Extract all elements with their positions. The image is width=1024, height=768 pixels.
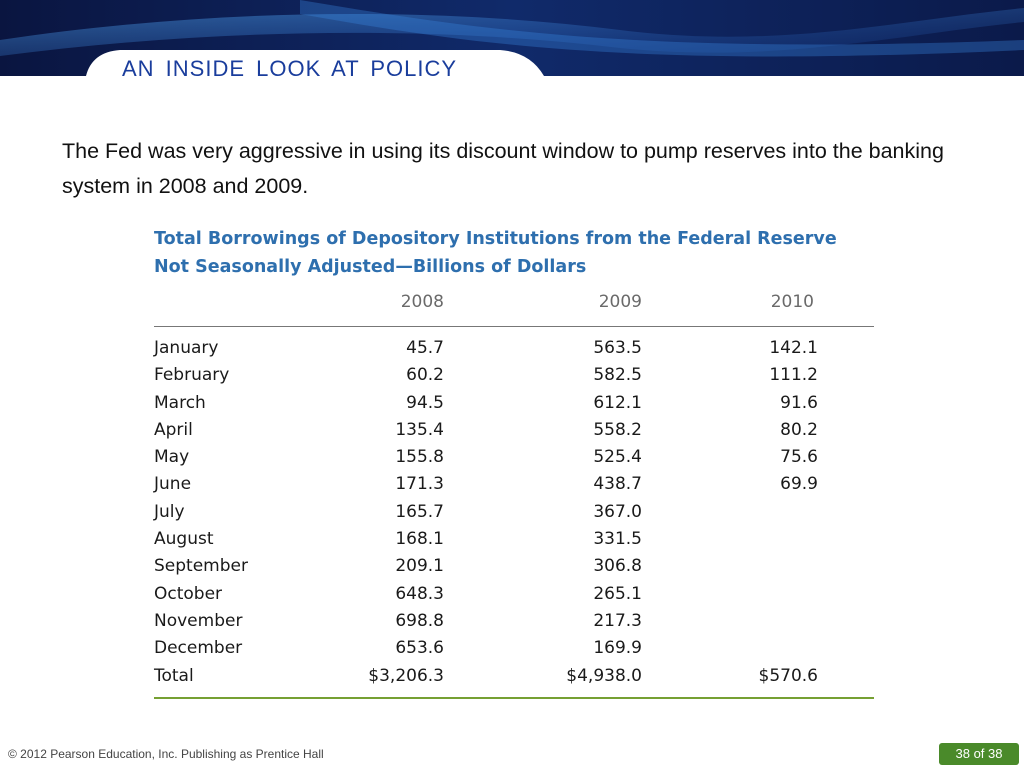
value-2009-cell: 438.7 <box>593 474 642 495</box>
header-banner <box>0 0 1024 110</box>
copyright-text: © 2012 Pearson Education, Inc. Publishing as Prentice Hall <box>8 747 324 761</box>
value-2008-cell: 135.4 <box>395 419 444 440</box>
table-row <box>154 418 874 445</box>
month-cell: April <box>154 419 193 440</box>
value-2009-cell: 563.5 <box>593 338 642 358</box>
value-2010-cell: 142.1 <box>769 338 818 358</box>
value-2009-cell: 169.9 <box>593 638 642 659</box>
table-row <box>154 472 874 499</box>
table-title-line1: Total Borrowings of Depository Institutions from the Federal Reserve <box>154 229 837 249</box>
value-2010-cell: 91.6 <box>780 392 818 413</box>
table-row <box>154 445 874 472</box>
month-cell: January <box>154 338 219 358</box>
table-row <box>154 636 874 663</box>
table-row <box>154 609 874 636</box>
table-row <box>154 527 874 554</box>
table-row <box>154 363 874 390</box>
value-2009-cell: 217.3 <box>593 610 642 631</box>
value-2008-cell: 45.7 <box>406 338 444 358</box>
value-2008-cell: 648.3 <box>395 583 444 604</box>
value-2009-cell: $4,938.0 <box>566 665 642 686</box>
value-2009-cell: 582.5 <box>593 365 642 386</box>
banner-graphic <box>0 0 1024 110</box>
value-2010-cell: $570.6 <box>758 665 818 686</box>
value-2008-cell: 698.8 <box>395 610 444 631</box>
section-title: AN INSIDE LOOK AT POLICY <box>122 56 458 81</box>
value-2009-cell: 367.0 <box>593 501 642 522</box>
table-row-total <box>154 664 874 691</box>
header-divider <box>154 326 874 327</box>
page-number-badge: 38 of 38 <box>939 743 1019 765</box>
month-cell: March <box>154 392 206 413</box>
month-cell: June <box>154 474 192 495</box>
column-header-2008: 2008 <box>400 292 444 312</box>
table-row <box>154 500 874 527</box>
value-2010-cell: 69.9 <box>780 474 818 495</box>
month-cell: Total <box>154 665 194 686</box>
footer-divider <box>154 697 874 699</box>
value-2009-cell: 265.1 <box>593 583 642 604</box>
value-2009-cell: 525.4 <box>593 447 642 468</box>
value-2009-cell: 306.8 <box>593 556 642 577</box>
month-cell: November <box>154 610 243 631</box>
table-header <box>154 290 874 326</box>
month-cell: July <box>154 501 185 522</box>
value-2008-cell: 155.8 <box>395 447 444 468</box>
column-header-2009: 2009 <box>598 292 642 312</box>
month-cell: September <box>154 556 248 577</box>
value-2009-cell: 558.2 <box>593 419 642 440</box>
value-2008-cell: 171.3 <box>395 474 444 495</box>
value-2009-cell: 612.1 <box>593 392 642 413</box>
table-row <box>154 336 874 363</box>
value-2010-cell: 80.2 <box>780 419 818 440</box>
value-2008-cell: 653.6 <box>395 638 444 659</box>
value-2008-cell: 209.1 <box>395 556 444 577</box>
value-2009-cell: 331.5 <box>593 529 642 550</box>
value-2008-cell: 94.5 <box>406 392 444 413</box>
month-cell: December <box>154 638 243 659</box>
month-cell: August <box>154 529 214 550</box>
table-title-line2: Not Seasonally Adjusted—Billions of Dollars <box>154 257 587 277</box>
value-2008-cell: 168.1 <box>395 529 444 550</box>
value-2008-cell: 60.2 <box>406 365 444 386</box>
value-2010-cell: 75.6 <box>780 447 818 468</box>
table-body <box>154 336 874 691</box>
table-row <box>154 391 874 418</box>
table-row <box>154 582 874 609</box>
column-header-2010: 2010 <box>770 292 814 312</box>
intro-text: The Fed was very aggressive in using its discount window to pump reserves into the banking system in 2008 and 2009. <box>62 139 944 198</box>
table-row <box>154 554 874 581</box>
month-cell: February <box>154 365 230 386</box>
value-2008-cell: 165.7 <box>395 501 444 522</box>
value-2008-cell: $3,206.3 <box>368 665 444 686</box>
month-cell: October <box>154 583 223 604</box>
month-cell: May <box>154 447 190 468</box>
table-title <box>154 225 837 281</box>
value-2010-cell: 111.2 <box>769 365 818 386</box>
